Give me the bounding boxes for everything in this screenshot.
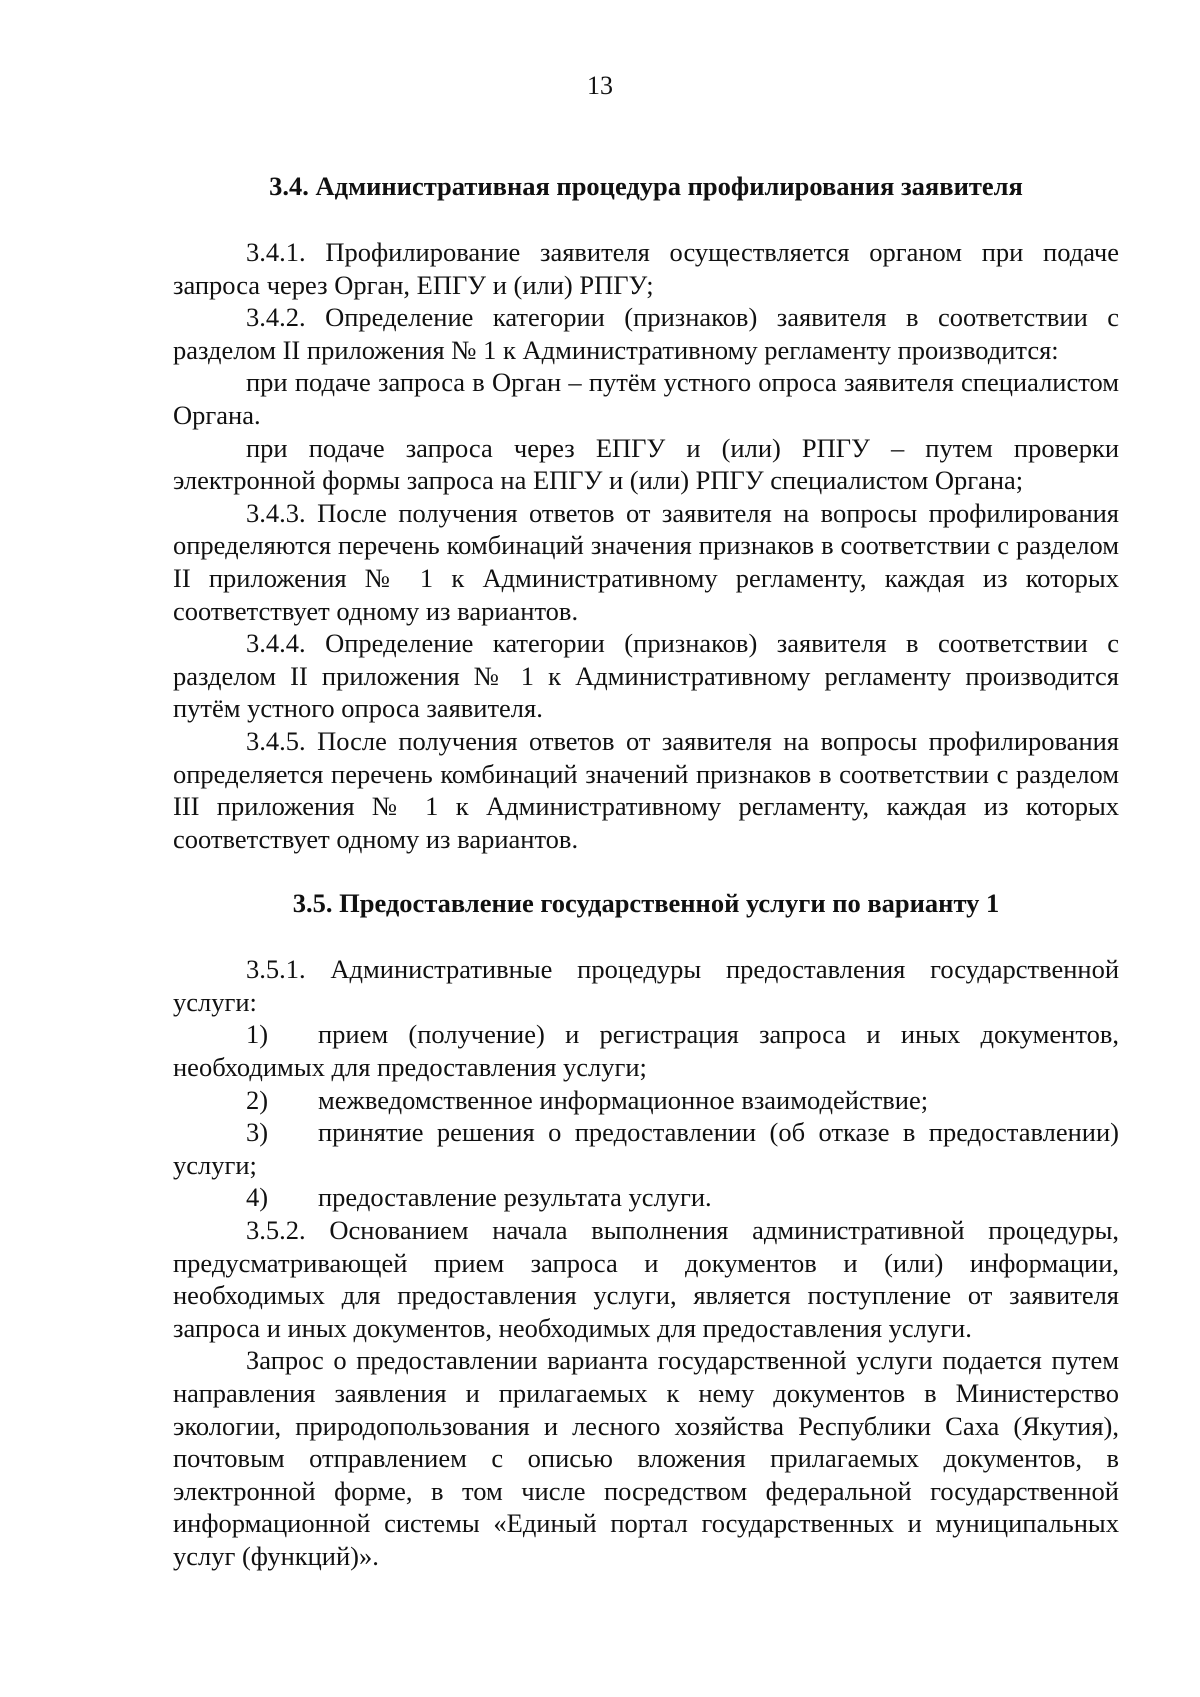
paragraph-3-5-1: 3.5.1. Административные процедуры предоставления государственной услуги: bbox=[173, 954, 1119, 1017]
list-item-number: 3) bbox=[246, 1117, 269, 1148]
list-item-text: предоставление результата услуги. bbox=[318, 1182, 712, 1213]
document-body bbox=[173, 170, 1119, 1573]
section-3-5-heading: 3.5. Предоставление государственной услуги по варианту 1 bbox=[292, 888, 1000, 919]
paragraph-3-4-1: 3.4.1. Профилирование заявителя осуществляется органом при подаче запроса через Орган, ЕПГУ и (или) РПГУ; bbox=[173, 237, 1119, 300]
list-item-number: 2) bbox=[246, 1084, 269, 1115]
list-item-text: принятие решения о предоставлении (об отказе в предоставлении) услуги; bbox=[173, 1117, 1119, 1180]
section-3-4-heading: 3.4. Административная процедура профилирования заявителя bbox=[269, 171, 1023, 201]
paragraph-3-4-4: 3.4.4. Определение категории (признаков) заявителя в соответствии с разделом II приложения № 1 к Административному регламенту производится путём устного опроса заявителя. bbox=[173, 628, 1119, 724]
paragraph-3-4-2-organ: при подаче запроса в Орган – путём устного опроса заявителя специалистом Органа. bbox=[173, 367, 1119, 430]
list-item-text: межведомственное информационное взаимодействие; bbox=[318, 1084, 929, 1115]
list-item-number: 1) bbox=[246, 1019, 269, 1050]
paragraph-3-4-2: 3.4.2. Определение категории (признаков) заявителя в соответствии с разделом II приложения № 1 к Административному регламенту производится: bbox=[173, 302, 1119, 365]
list-item bbox=[173, 1116, 1119, 1181]
paragraph-3-4-5: 3.4.5. После получения ответов от заявителя на вопросы профилирования определяется перечень комбинаций значений признаков в соответствии с разделом III приложения № 1 к Административному регламенту, каждая из которых соответствует одному из вариантов. bbox=[173, 725, 1119, 854]
list-item bbox=[173, 1181, 1119, 1214]
list-item bbox=[173, 1018, 1119, 1083]
paragraph-request-submission: Запрос о предоставлении варианта государственной услуги подается путем направления заявления и прилагаемых к нему документов в Министерство экологии, природопользования и лесного хозяйства Республики Саха (Якутия), почтовым отправлением с описью вложения прилагаемых документов, в электронной форме, в том числе посредством федеральной государственной информационной системы «Единый портал государственных и муниципальных услуг (функций)». bbox=[173, 1345, 1119, 1571]
paragraph-3-5-2: 3.5.2. Основанием начала выполнения административной процедуры, предусматривающей прием запроса и документов и (или) информации, необходимых для предоставления услуги, является поступление от заявителя запроса и иных документов, необходимых для предоставления услуги. bbox=[173, 1215, 1119, 1343]
list-item bbox=[173, 1084, 1119, 1117]
list-item-number: 4) bbox=[246, 1182, 269, 1213]
paragraph-3-4-2-epgu: при подаче запроса через ЕПГУ и (или) РПГУ – путем проверки электронной формы запроса на ЕПГУ и (или) РПГУ специалистом Органа; bbox=[173, 432, 1119, 496]
list-item-text: прием (получение) и регистрация запроса и иных документов, необходимых для предоставления услуги; bbox=[173, 1019, 1119, 1083]
paragraph-3-4-3: 3.4.3. После получения ответов от заявителя на вопросы профилирования определяются перечень комбинаций значения признаков в соответствии с разделом II приложения № 1 к Административному регламенту, каждая из которых соответствует одному из вариантов. bbox=[173, 497, 1119, 626]
page-number: 13 bbox=[587, 71, 613, 100]
